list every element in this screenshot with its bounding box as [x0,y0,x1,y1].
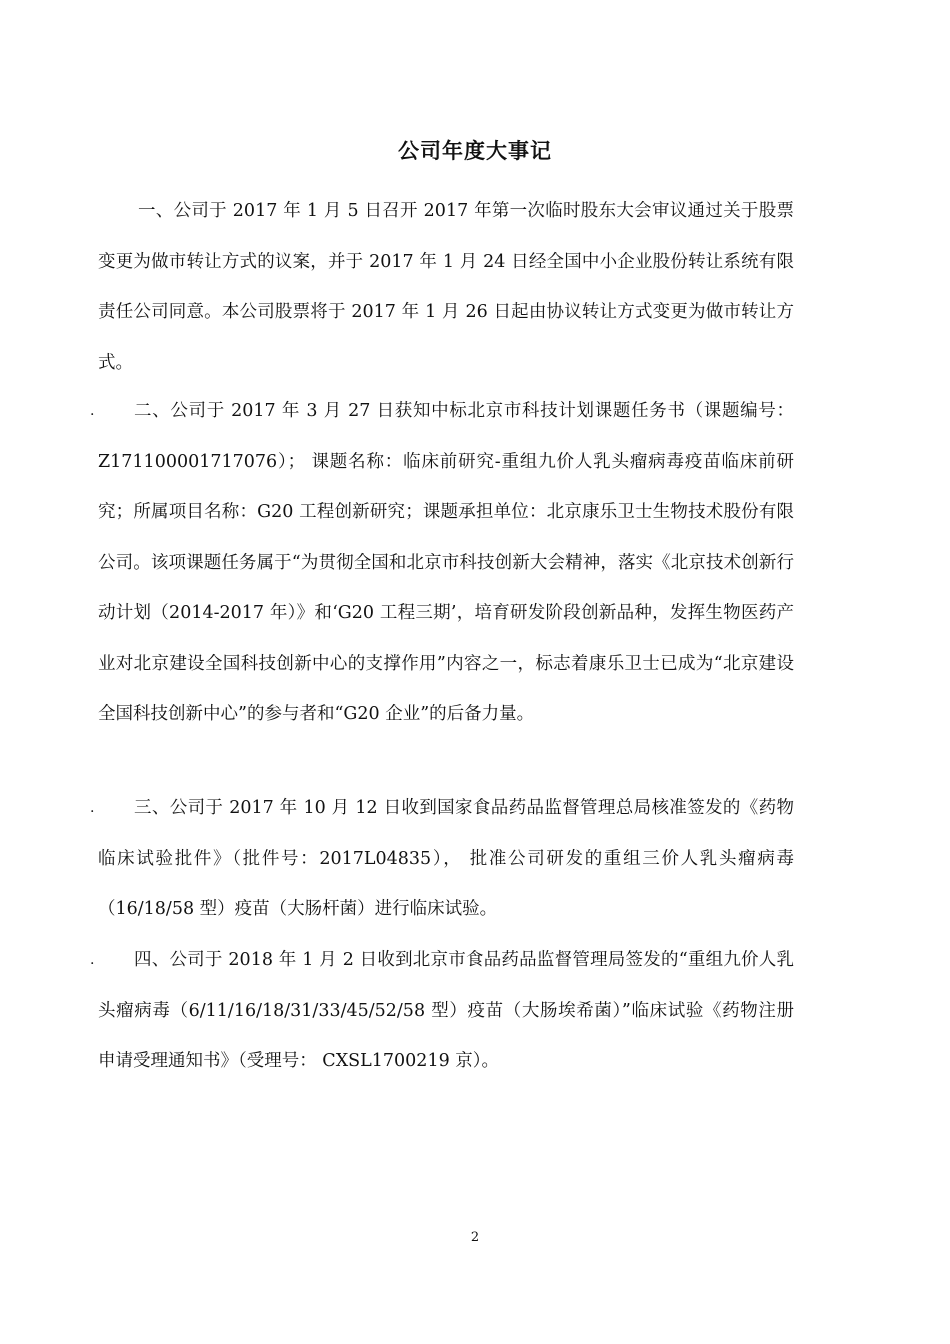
bullet-dot: . [90,800,95,816]
page-title: 公司年度大事记 [398,139,552,163]
event-paragraph-1: 一、公司于 2017 年 1 月 5 日召开 2017 年第一次临时股东大会审议通过关于股票变更为做市转让方式的议案，并于 2017 年 1 月 24 日经全国中小企业股份转让系统有限责任公司同意。本公司股票将于 2017 年 1 月 26 日起由协议转让方式变更为做市转让方式。 [98,201,794,373]
page-number: 2 [470,1230,480,1245]
event-paragraph-4: 四、公司于 2018 年 1 月 2 日收到北京市食品药品监督管理局签发的“重组九价人乳头瘤病毒（6/11/16/18/31/33/45/52/58 型）疫苗（大肠埃希菌）”临床试验《药物注册申请受理通知书》（受理号： CXSL1700219 京）。 [98,950,794,1071]
bullet-dot: . [90,403,95,419]
event-paragraph-3: 三、公司于 2017 年 10 月 12 日收到国家食品药品监督管理总局核准签发的《药物临床试验批件》（批件号：2017L04835）， 批准公司研发的重组三价人乳头瘤病毒（16/18/58 型）疫苗（大肠杆菌）进行临床试验。 [98,798,794,919]
event-paragraph-2: 二、公司于 2017 年 3 月 27 日获知中标北京市科技计划课题任务书（课题编号：Z171100001717076）； 课题名称：临床前研究-重组九价人乳头瘤病毒疫苗临床前研究；所属项目名称：G20 工程创新研究；课题承担单位：北京康乐卫士生物技术股份有限公司。该项课题任务属于“为贯彻全国和北京市科技创新大会精神，落实《北京技术创新行动计划（2014-2017 年）》和‘G20 工程三期’，培育研发阶段创新品种，发挥生物医药产业对北京建设全国科技创新中心的支撑作用”内容之一，标志着康乐卫士已成为“北京建设全国科技创新中心”的参与者和“G20 企业”的后备力量。 [98,401,794,724]
bullet-dot: . [90,952,95,968]
